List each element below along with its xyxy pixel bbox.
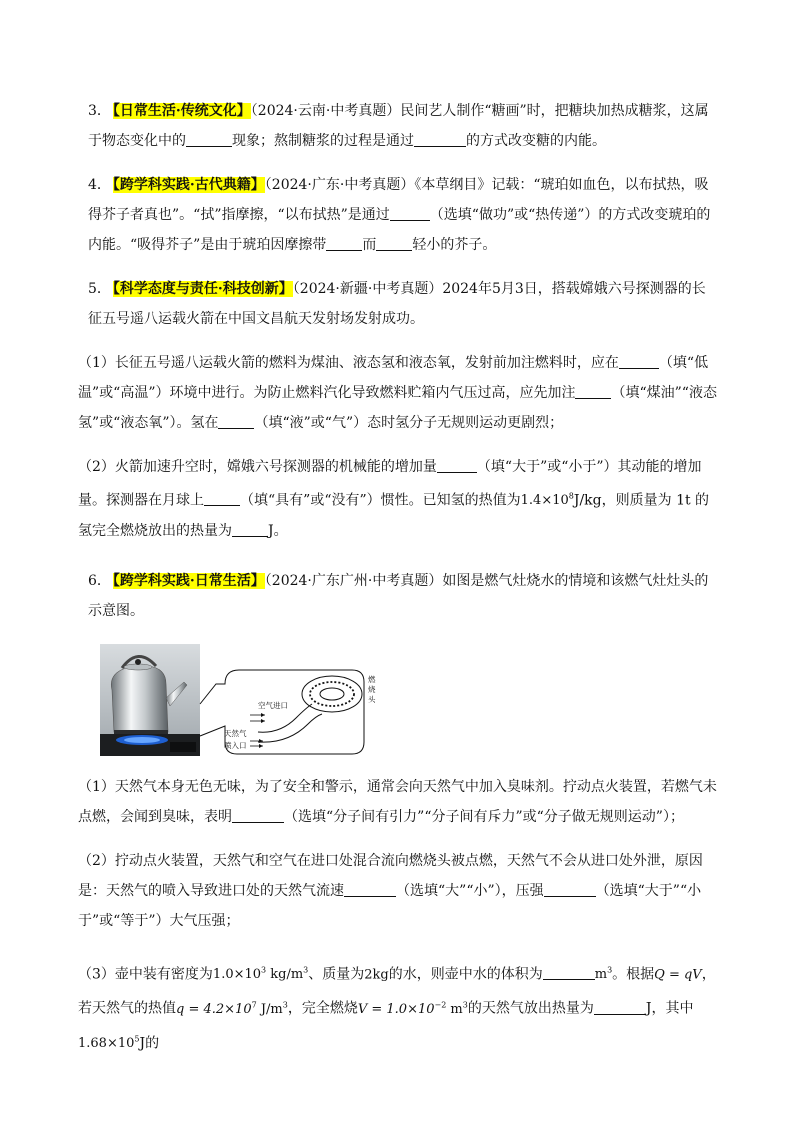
question-text: （2）火箭加速升空时，嫦娥六号探测器的机械能的增加量 [78,459,437,475]
answer-blank[interactable] [344,882,396,897]
question-3 [88,96,718,156]
answer-blank[interactable] [390,206,430,221]
question-6-part-2 [78,846,720,936]
question-text: （填“液”或“气”）态时氢分子无规则运动更剧烈； [254,415,564,431]
answer-blank[interactable] [326,236,362,251]
answer-blank[interactable] [218,414,254,429]
question-text: （填“大于”或“小于”）其动能的增加量。探测器在月球上 [78,459,702,509]
question-5 [88,274,718,334]
answer-blank[interactable] [232,808,284,823]
answer-blank[interactable] [575,384,611,399]
question-text: ，若天然气的热值 [78,966,716,1017]
question-text: J，其中 [645,1000,694,1017]
formula: Q = qV [654,967,702,983]
question-text: （选填“大”“小”），压强 [396,883,544,899]
question-text: （3）壶中装有密度为 [78,966,213,983]
topic-tag: 【跨学科实践·日常生活】 [112,573,265,589]
question-text: J。 [268,523,288,540]
answer-blank[interactable] [437,458,477,473]
question-text: （2024·广东·中考真题）《本草纲目》记载：“琥珀如血色，以布拭热，吸得芥子者真也”。“拭”指摩擦，“以布拭热”是通过 [88,177,709,223]
question-6-part-1 [78,772,720,832]
question-text: （填“低温”或“高温”）环境中进行。为防止燃料汽化导致燃料贮箱内气压过高，应先加注 [78,355,709,401]
question-text: （填“具有”或“没有”）惯性。已知氢的热值为 [240,492,521,509]
question-text: （2024·云南·中考真题）民间艺人制作“糖画”时，把糖块加热成糖浆，这属于物态变化中的 [88,103,709,149]
answer-blank[interactable] [543,965,595,980]
question-text: ，完全燃烧 [287,1000,358,1017]
question-text: （1）长征五号遥八运载火箭的燃料为煤油、液态氢和液态氧，发射前加注燃料时，应在 [78,355,619,371]
question-text: （2024·新疆·中考真题）2024年5月3日，搭载嫦娥六号探测器的长征五号遥八运载火箭在中国文昌航天发射场发射成功。 [88,281,706,327]
density-value: $1.0\times 10^3$ $kg/m^3$ [212,966,309,983]
question-text: 而 [362,237,377,253]
question-text: （2024·广东广州·中考真题）如图是燃气灶烧水的情境和该燃气灶灶头的示意图。 [88,573,709,619]
question-5-part-1 [78,348,720,438]
volume-value: $V = 1.0\times 10^{-2}$ $m^3$ [357,1000,468,1017]
question-number: 5． [88,281,111,297]
answer-blank[interactable] [619,354,659,369]
question-4 [88,170,718,260]
question-text: （选填“分子间有引力”“分子间有斥力”或“分子做无规则运动”）； [284,809,684,825]
topic-tag: 【科学态度与责任·科技创新】 [112,281,293,297]
question-6 [88,566,718,626]
burner-label: 烧 [368,685,376,694]
heat-value: $q = 4.2\times 10^7$ $J/m^3$ [176,1000,288,1017]
answer-blank[interactable] [186,132,232,147]
question-text: 的方式改变糖的内能。 [466,133,606,149]
question-6-part-3 [78,956,720,1059]
burner-label: 头 [368,695,376,704]
question-text: 的天然气放出热量为 [467,1000,594,1017]
question-text: （2）拧动点火装置，天然气和空气在进口处混合流向燃烧头被点燃，天然气不会从进口处外泄，原因是：天然气的喷入导致进口处的天然气流速 [78,853,703,899]
answer-blank[interactable] [232,522,268,537]
air-inlet-label: 空气进口 [258,701,288,710]
question-number: 4． [88,177,111,193]
heat-value: $1.4\times 10^8$ [520,492,574,509]
answer-blank[interactable] [414,132,466,147]
question-text: （选填“做功”或“热传递”）的方式改变琥珀的内能。“吸得芥子”是由于琥珀因摩擦带 [88,207,711,253]
question-text: J/kg，则质量为 1t 的氢完全燃烧放出的热量为 [78,492,710,540]
question-text: 现象；熬制糖浆的过程是通过 [232,133,414,149]
question-text: （填“煤油”“液态氢”或“液态氧”）。氢在 [78,385,717,431]
gas-inlet-label: 喷入口 [224,741,247,750]
burner-diagram [100,644,400,756]
volume-unit: $m^3$ [594,966,613,983]
question-text: （选填“大于”“小于”或“等于”）大气压强； [78,883,702,929]
question-text: （1）天然气本身无色无味，为了安全和警示，通常会向天然气中加入臭味剂。拧动点火装置，若燃气未点燃，会闻到臭味，表明 [78,779,717,825]
burner-label: 燃 [368,675,376,684]
gas-stove-figure [100,644,400,756]
heat-amount: $1.68\times 10^5$ [78,1034,140,1051]
question-text: 。根据 [612,966,655,983]
question-5-part-2 [78,452,720,546]
answer-blank[interactable] [594,1000,646,1015]
gas-inlet-label: 天然气 [224,729,247,738]
topic-tag: 【日常生活·传统文化】 [112,103,251,119]
answer-blank[interactable] [544,882,596,897]
question-number: 6． [88,573,111,589]
question-text: 轻小的芥子。 [412,237,497,253]
question-text: J的 [139,1034,160,1051]
topic-tag: 【跨学科实践·古代典籍】 [112,177,265,193]
question-text: 、质量为 [308,966,365,983]
answer-blank[interactable] [376,236,412,251]
question-text: 的水，则壶中水的体积为 [388,966,543,983]
mass-value: 2kg [364,967,389,983]
question-number: 3． [88,103,111,119]
answer-blank[interactable] [204,491,240,506]
